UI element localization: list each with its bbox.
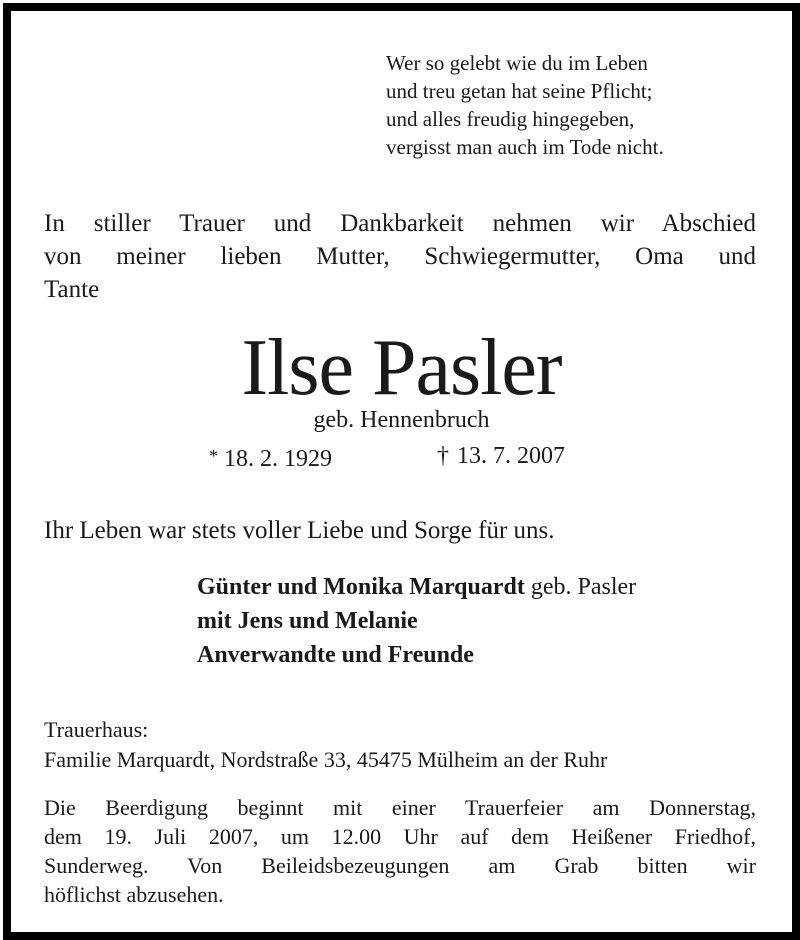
cross-icon: † — [437, 443, 449, 469]
death-date: 13. 7. 2007 — [457, 443, 565, 469]
mourners — [197, 570, 636, 672]
death-date-group — [437, 439, 565, 473]
birth-date-group — [209, 439, 332, 476]
poem-line: vergisst man auch im Tode nicht. — [386, 135, 664, 159]
poem-line: Wer so gelebt wie du im Leben — [386, 51, 648, 75]
intro-text — [44, 207, 756, 306]
funeral-notice — [44, 793, 756, 909]
birth-star-icon: * — [209, 446, 218, 466]
mourners-line-2: mit Jens und Melanie — [197, 608, 418, 634]
intro-line: von meiner lieben Mutter, Schwiegermutter, Oma und — [44, 243, 756, 270]
birth-date: 18. 2. 1929 — [224, 446, 332, 472]
poem — [386, 49, 664, 161]
intro-line: Tante — [44, 276, 100, 303]
mourning-house — [44, 715, 607, 775]
mourners-line-1 — [197, 570, 636, 604]
obituary-frame — [3, 3, 800, 940]
life-statement: Ihr Leben war stets voller Liebe und Sorge für uns. — [44, 517, 555, 544]
mourners-primary-maiden: geb. Pasler — [524, 574, 637, 600]
mourning-house-label: Trauerhaus: — [44, 717, 149, 742]
poem-line: und treu getan hat seine Pflicht; — [386, 79, 653, 103]
intro-line: In stiller Trauer und Dankbarkeit nehmen wir Abschied — [44, 210, 756, 237]
poem-line: und alles freudig hingegeben, — [386, 107, 635, 131]
funeral-line: höflichst abzusehen. — [44, 882, 224, 907]
maiden-name: geb. Hennenbruch — [313, 407, 490, 433]
funeral-line: Sunderweg. Von Beileidsbezeugungen am Grab bitten wir — [44, 853, 756, 878]
funeral-line: Die Beerdigung beginnt mit einer Trauerfeier am Donnerstag, — [44, 795, 756, 820]
deceased-name: Ilse Pasler — [241, 324, 562, 412]
mourners-primary: Günter und Monika Marquardt — [197, 574, 525, 600]
mourners-line-3: Anverwandte und Freunde — [197, 642, 474, 668]
funeral-line: dem 19. Juli 2007, um 12.00 Uhr auf dem Heißener Friedhof, — [44, 824, 756, 849]
mourning-house-address: Familie Marquardt, Nordstraße 33, 45475 Mülheim an der Ruhr — [44, 747, 608, 772]
